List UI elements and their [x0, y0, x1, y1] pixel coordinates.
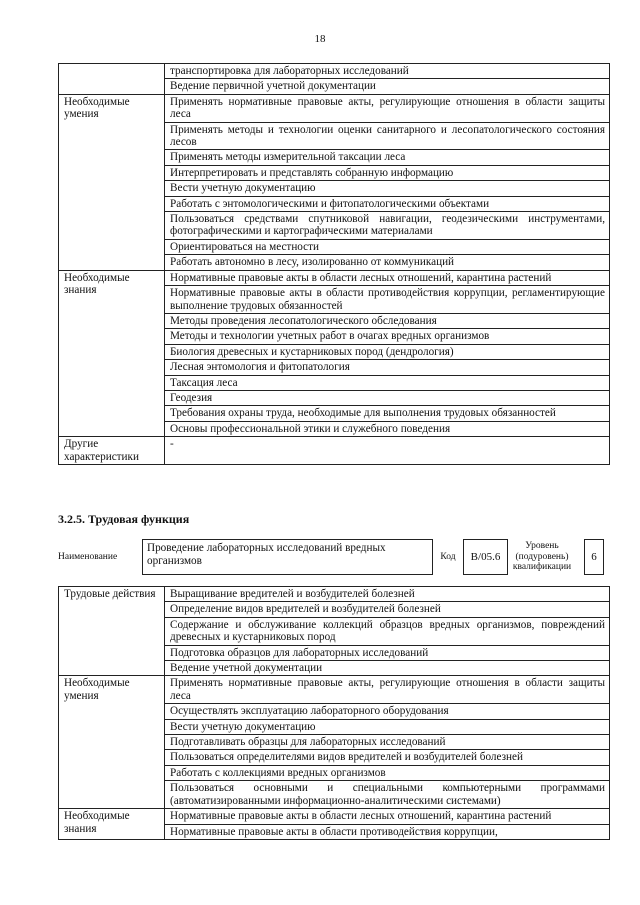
row-item: Содержание и обслуживание коллекций образцов вредных организмов, повреждений древесных и кустарниковых пород: [165, 617, 610, 645]
table-row: [59, 587, 610, 602]
qualification-level: 6: [584, 539, 604, 575]
table-row: [59, 270, 610, 285]
row-item: Пользоваться определителями видов вредителей и возбудителей болезней: [165, 750, 610, 765]
row-category: Другие характеристики: [59, 437, 165, 465]
row-item: Биология древесных и кустарниковых пород (дендрология): [165, 344, 610, 359]
name-label: Наименование: [58, 552, 118, 562]
row-item: Ведение учетной документации: [165, 661, 610, 676]
row-item: Пользоваться основными и специальными компьютерными программами (автоматизированными информационно-аналитическими системами): [165, 781, 610, 809]
row-item: Ведение первичной учетной документации: [165, 79, 610, 94]
row-category: Необходимые знания: [59, 809, 165, 840]
labor-function-code: B/05.6: [463, 539, 508, 575]
row-category: Необходимые знания: [59, 270, 165, 436]
row-item: Применять методы и технологии оценки санитарного и лесопатологического состояния лесов: [165, 122, 610, 150]
competency-table-top: [58, 63, 610, 465]
table-row: [59, 64, 610, 79]
row-item: Работать с коллекциями вредных организмов: [165, 765, 610, 780]
row-item: Методы проведения лесопатологического обследования: [165, 313, 610, 328]
row-item: Подготавливать образцы для лабораторных исследований: [165, 735, 610, 750]
row-item: Работать с энтомологическими и фитопатологическими объектами: [165, 196, 610, 211]
row-item: Методы и технологии учетных работ в очагах вредных организмов: [165, 329, 610, 344]
row-category: [59, 64, 165, 95]
row-item: Таксация леса: [165, 375, 610, 390]
row-item: Нормативные правовые акты в области противодействия коррупции,: [165, 824, 610, 839]
row-category: Необходимые умения: [59, 94, 165, 270]
row-item: Вести учетную документацию: [165, 181, 610, 196]
row-item: Нормативные правовые акты в области лесных отношений, карантина растений: [165, 809, 610, 824]
row-item: Работать автономно в лесу, изолированно от коммуникаций: [165, 255, 610, 270]
labor-function-header: [58, 536, 610, 578]
row-item: Определение видов вредителей и возбудителей болезней: [165, 602, 610, 617]
row-item: Нормативные правовые акты в области лесных отношений, карантина растений: [165, 270, 610, 285]
row-item: Подготовка образцов для лабораторных исследований: [165, 645, 610, 660]
row-item: Ориентироваться на местности: [165, 239, 610, 254]
labor-function-name: Проведение лабораторных исследований вредных организмов: [142, 539, 433, 575]
row-item: Основы профессиональной этики и служебного поведения: [165, 421, 610, 436]
row-item: Пользоваться средствами спутниковой навигации, геодезическими инструментами, фотографическими и картографическими материалами: [165, 212, 610, 240]
row-category: Необходимые умения: [59, 676, 165, 809]
table-row: [59, 676, 610, 704]
qualification-level-label: Уровень (подуровень) квалификации: [512, 540, 572, 573]
row-item: Вести учетную документацию: [165, 719, 610, 734]
row-item: Применять нормативные правовые акты, регулирующие отношения в области защиты леса: [165, 94, 610, 122]
table-row: [59, 809, 610, 824]
row-item: Требования охраны труда, необходимые для выполнения трудовых обязанностей: [165, 406, 610, 421]
page-number: 18: [314, 33, 326, 45]
row-item: -: [165, 437, 610, 465]
row-category: Трудовые действия: [59, 587, 165, 676]
row-item: транспортировка для лабораторных исследований: [165, 64, 610, 79]
row-item: Осуществлять эксплуатацию лабораторного оборудования: [165, 704, 610, 719]
code-label: Код: [440, 552, 456, 562]
section-heading: 3.2.5. Трудовая функция: [58, 512, 190, 526]
row-item: Нормативные правовые акты в области противодействия коррупции, регламентирующие выполнение трудовых обязанностей: [165, 286, 610, 314]
table-row: [59, 94, 610, 122]
row-item: Применять нормативные правовые акты, регулирующие отношения в области защиты леса: [165, 676, 610, 704]
labor-function-table: [58, 586, 610, 840]
row-item: Выращивание вредителей и возбудителей болезней: [165, 587, 610, 602]
row-item: Лесная энтомология и фитопатология: [165, 360, 610, 375]
table-row: [59, 437, 610, 465]
row-item: Применять методы измерительной таксации леса: [165, 150, 610, 165]
row-item: Геодезия: [165, 390, 610, 405]
row-item: Интерпретировать и представлять собранную информацию: [165, 165, 610, 180]
